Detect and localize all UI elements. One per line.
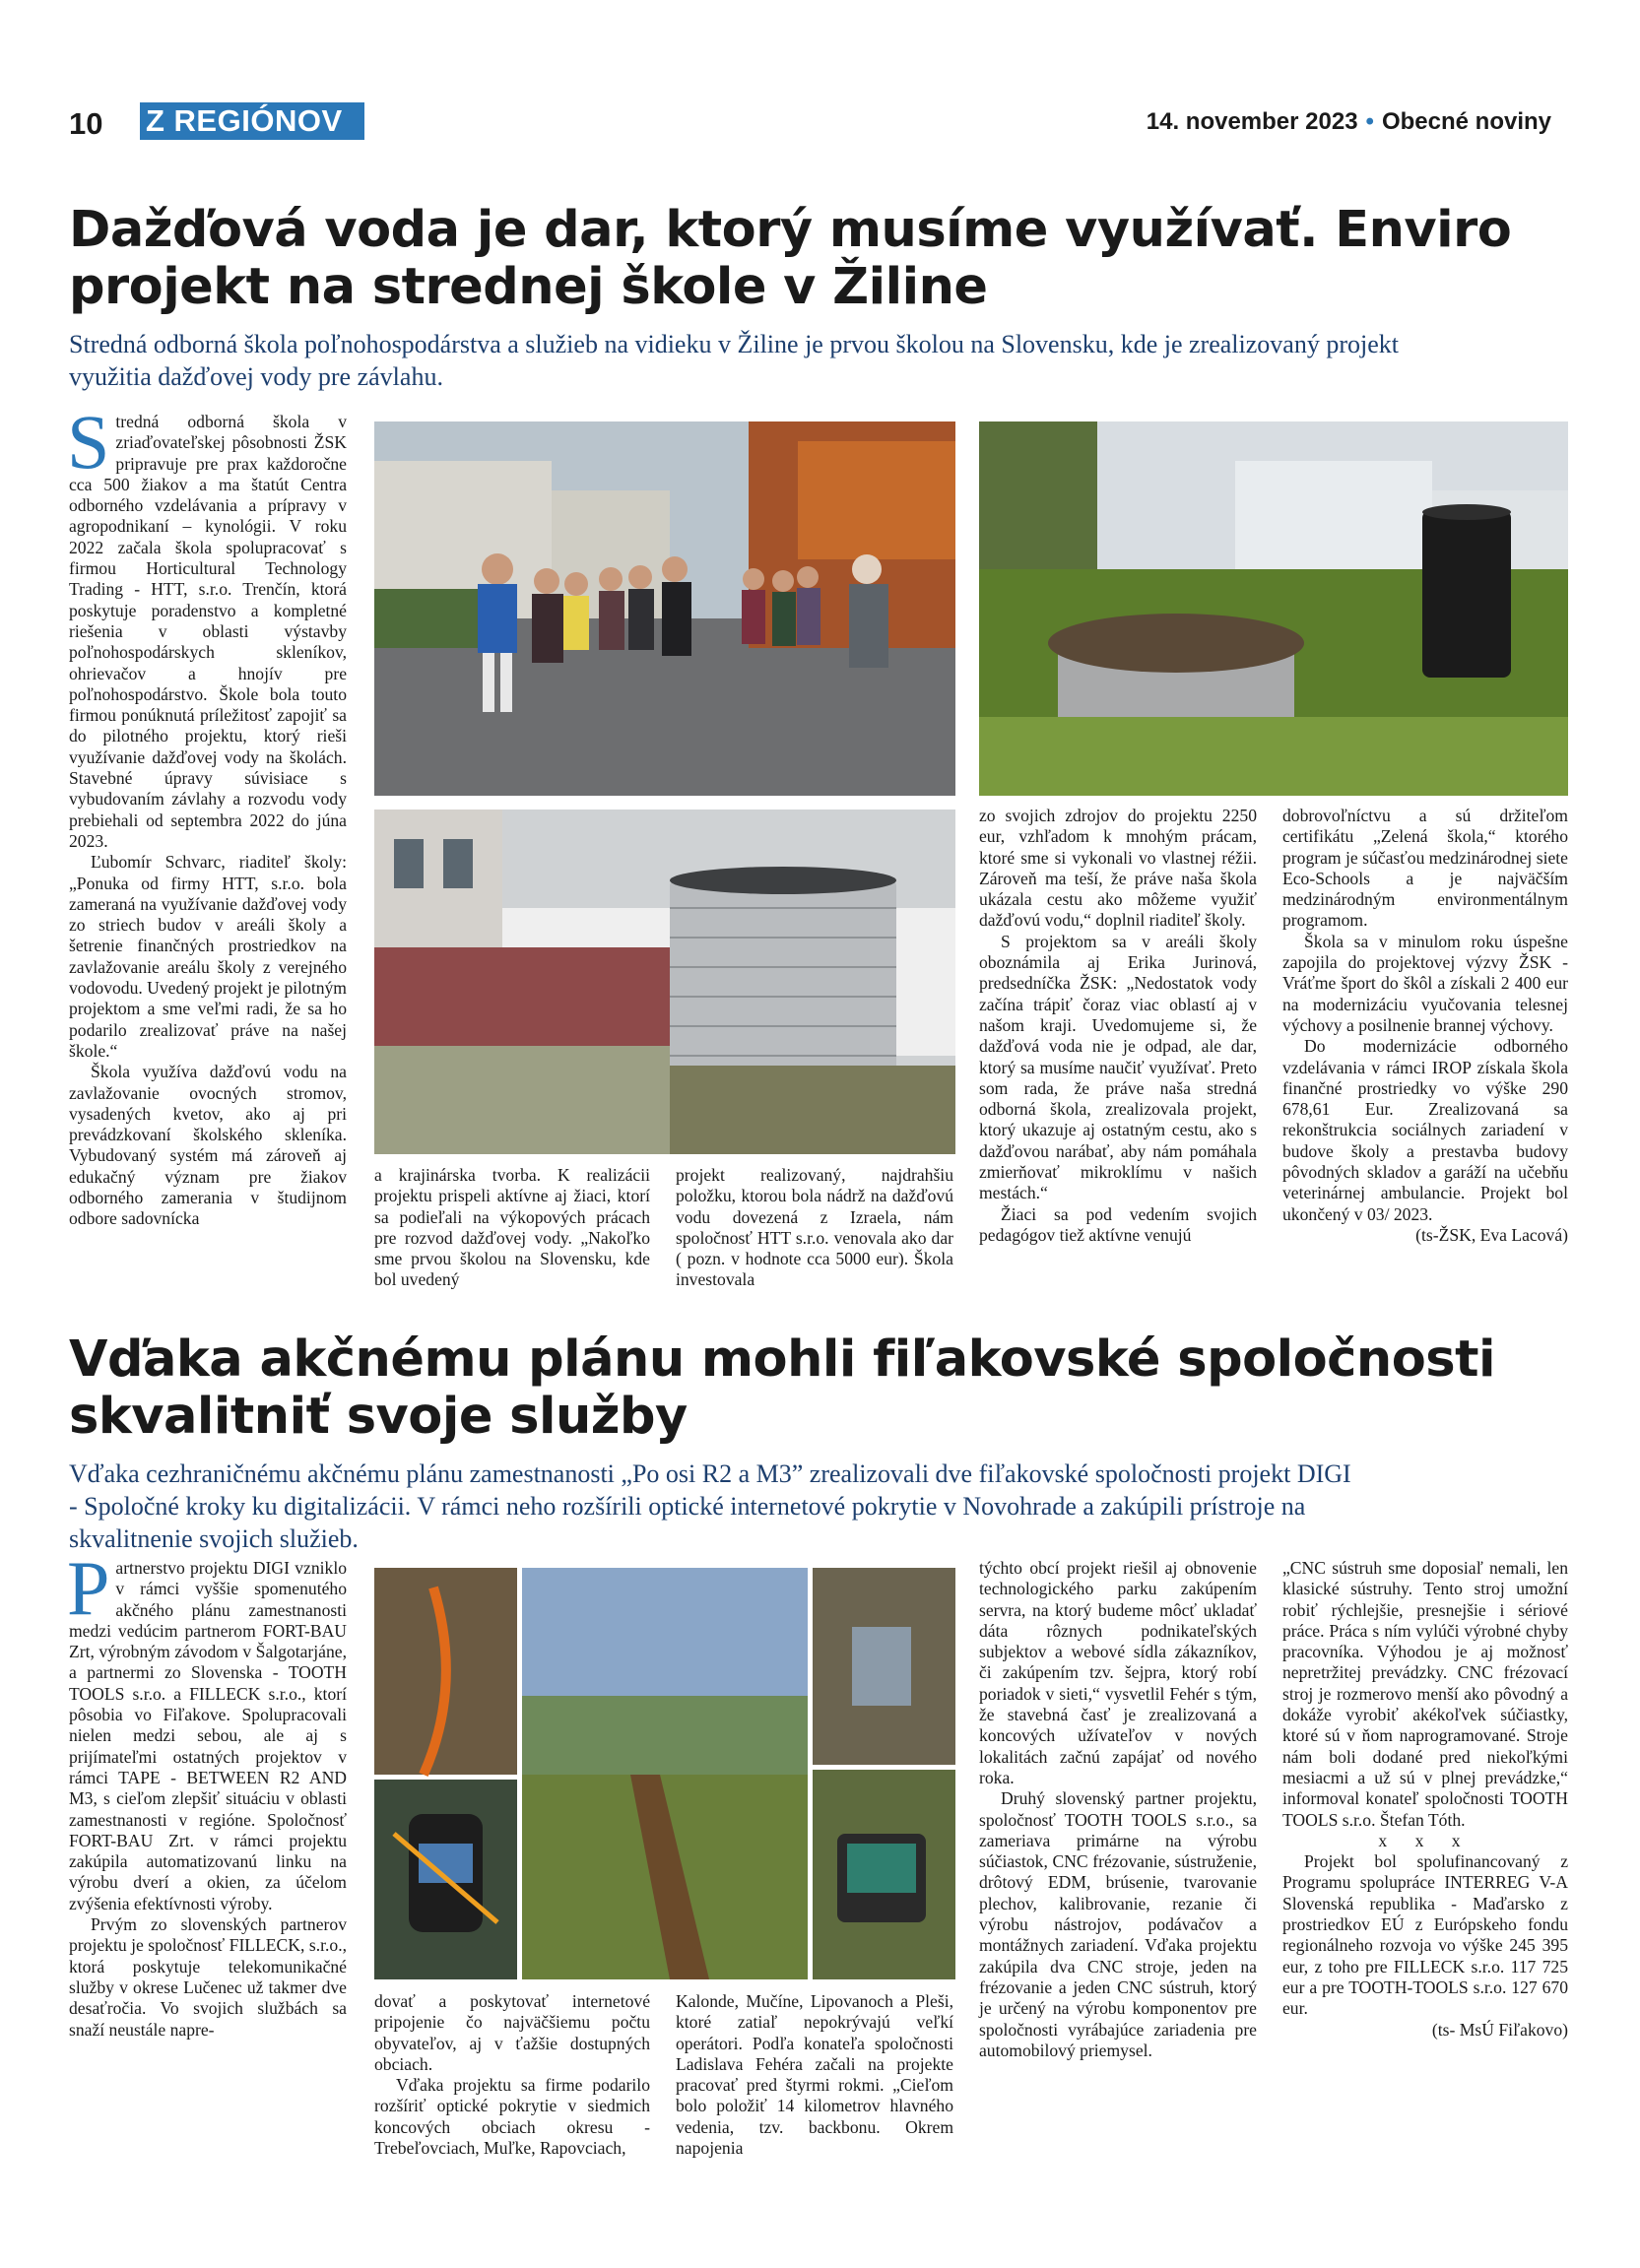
article1-col1-p3: Škola využíva dažďovú vodu na zavlažovanie ovocných stromov, vysadených kvetov, ako aj pri prevádzkovaní školského skleníka. Vybudovaný systém má zároveň aj edukačný význam pre žiakov odborného zamerania v študijnom odbore sadovnícka (69, 1062, 347, 1229)
article2-lead (69, 1458, 1576, 1555)
article2-col1-p1: artnerstvo projektu DIGI vzniklo v rámci vyššie spomenutého akčného plánu zamestnanosti medzi vedúcim partnerom FORT-BAU Zrt, výrobným závodom v Šalgotarjáne, a partnermi zo Slovenska - TOOTH TOOLS s.r.o. a FILLECK s.r.o., ktorí pôsobia vo Fiľakove. Spolupracovali nielen medzi sebou, ale aj s prijímateľmi ostatných projektov v rámci TAPE - BETWEEN R2 AND M3, s cieľom zlepšiť situáciu v oblasti zamestnanosti v regióne. Spoločnosť FORT-BAU Zrt. v rámci projektu zakúpila automatizovanú linku na výrobu dverí a okien, za účelom zvýšenia efektívnosti výroby. (69, 1558, 347, 1913)
page-number: 10 (69, 106, 103, 141)
photo-raised-bed (979, 421, 1568, 796)
article1-lead-line1: Stredná odborná škola poľnohospodárstva a služieb na vidieku v Žiline je prvou školou na Slovensku, kde je zrealizovaný projekt (69, 330, 1399, 358)
article2-column-5 (1282, 1558, 1568, 2041)
article1-column-2 (374, 1165, 650, 1291)
photo-water-tank (374, 810, 955, 1154)
article2-headline (69, 1331, 1495, 1446)
article1-column-4 (979, 806, 1257, 1246)
article1-col3-p1: projekt realizovaný, najdrahšiu položku, ktorou bola nádrž na dažďovú vodu dovezená z Izraela, nám spoločnosť HTT s.r.o. venovala ako dar ( pozn. v hodnote cca 5000 eur). Škola investovala (676, 1165, 953, 1290)
article1-col5-p3: Do modernizácie odborného vzdelávania v rámci IROP získala škola finančné prostriedky vo výške 290 678,61 Eur. Zrealizovaná sa rekonštrukcia sociálnych zariadení v budove školy a prestavba budovy pôvodných skladov a garáží na učebňu veterinárnej ambulancie. Projekt bol ukončený v 03/ 2023. (1282, 1036, 1568, 1224)
article1-dropcap: S (67, 399, 110, 485)
photo-group-visit (374, 421, 955, 796)
article1-col2-p1: a krajinárska tvorba. K realizácii projektu prispeli aktívne aj žiaci, ktorí sa podieľali na výkopových prácach pre rozvod dažďovej vody. „Nakoľko sme prvou školou na Slovensku, kde bol uvedený (374, 1165, 650, 1290)
article1-column-3 (676, 1165, 953, 1291)
article2-separator: x x x (1378, 1830, 1473, 1850)
article2-col5-p1: „CNC sústruh sme doposiaľ nemali, len klasické sústruhy. Tento stroj umožní robiť rýchlejšie, presnejšie i sériové práce. Práca s ním vylúči výrobné chyby pracovníka. Výhodou je aj možnosť nepretržitej prevádzky. CNC frézovací stroj je rozmerovo menší ako pôvodný a dokáže vyrobiť akékoľvek súčiastky, ktoré sú v ňom naprogramované. Stroje nám boli dodané pred niekoľkými mesiacmi a už sú v plnej prevádzke,“ informoval konateľ spoločnosti TOOTH TOOLS s.r.o. Štefan Tóth. (1282, 1558, 1568, 1830)
article2-headline-line2: skvalitniť svoje služby (69, 1388, 688, 1446)
article2-dropcap: P (67, 1545, 110, 1631)
article2-column-2 (374, 1991, 650, 2159)
article1-column-1 (67, 399, 347, 1230)
article2-signature: (ts- MsÚ Fiľakovo) (1431, 2019, 1568, 2040)
article1-lead (69, 328, 1576, 393)
article2-col5-p2: Projekt bol spolufinancovaný z Programu spolupráce INTERREG V-A Slovenská republika - Maďarsko z prostriedkov EÚ z Európskeho fondu regionálneho rozvoja vo výške 245 395 eur, z toho pre FILLECK s.r.o. 117 725 eur a pre TOOTH-TOOLS s.r.o. 127 670 eur. (1282, 1851, 1568, 2019)
publication-name: Obecné noviny (1381, 108, 1551, 135)
article1-col1-p1: tredná odborná škola v zriaďovateľskej pôsobnosti ŽSK pripravuje pre prax každoročne cca 500 žiakov a ma štatút Centra odborného vzdelávania a prípravy v agropodnikaní – kynológii. V roku 2022 začala škola spolupracovať s firmou Horticultural Technology Trading - HTT, s.r.o. Trenčín, ktorá poskytuje poradenstvo a kompletné riešenia v oblasti výstavby poľnohospodárskych skleníkov, ohrievačov a hnojív pre poľnohospodárstvo. Škole bola touto firmou ponúknutá príležitosť zapojiť sa do pilotného projektu, ktorý rieši využívanie dažďovej vody na školách. Stavebné úpravy súvisiace s vybudovaním závlahy a rozvodu vody prebiehali od septembra 2022 do júna 2023. (69, 412, 347, 851)
article1-col5-p1: dobrovoľníctvu a sú držiteľom certifikátu „Zelená škola,“ ktorého program je súčasťou medzinárodnej siete Eco-Schools a je najväčším medzinárodným environmentálnym programom. (1282, 806, 1568, 931)
article2-lead-line3: skvalitnenie svojich služieb. (69, 1524, 359, 1553)
issue-info (1147, 108, 1551, 136)
article2-col4-p1: týchto obcí projekt riešil aj obnovenie technologického parku zakúpením servra, na ktorý budeme môcť ukladať dáta rôznych podnikateľských subjektov a webové sídla zákazníkov, či zakúpením tzv. šejpra, ktorý robí poriadok v sieti,“ vysvetlil Fehér s tým, že stavebná časť je zrealizovaná a koncových užívateľov v nových lokalitách začnú zapájať od nového roka. (979, 1558, 1257, 1787)
article1-lead-line2: využitia dažďovej vody pre závlahu. (69, 362, 443, 391)
article2-col3-p1: Kalonde, Mučíne, Lipovanoch a Pleši, ktoré zatiaľ nepokrývajú veľkí operátori. Podľa konateľa spoločnosti Ladislava Fehéra začali na projekte pracovať pred štyrmi rokmi. „Cieľom bolo položiť 14 kilometrov hlavného vedenia, tzv. backbonu. Okrem napojenia (676, 1991, 953, 2159)
section-tag: Z REGIÓNOV (140, 102, 364, 140)
article1-col5-p2: Škola sa v minulom roku úspešne zapojila do projektovej výzvy ŽSK - Vráťme šport do škôl a získali 2 400 eur na modernizáciu vyučovania telesnej výchovy a posilnenie brannej výchovy. (1282, 931, 1568, 1035)
article2-col2-p1: dovať a poskytovať internetové pripojenie čo najväčšiemu počtu obyvateľov, aj v ťažšie dostupných obciach. (374, 1991, 650, 2074)
separator-dot: • (1365, 108, 1374, 135)
article2-column-4 (979, 1558, 1257, 2061)
article1-headline-line1: Dažďová voda je dar, ktorý musíme využívať. Enviro (69, 201, 1512, 259)
article1-col4-p3: Žiaci sa pod vedením svojich pedagógov tiež aktívne venujú (979, 1203, 1257, 1245)
article1-headline-line2: projekt na strednej škole v Žiline (69, 258, 988, 316)
article2-column-1 (67, 1545, 347, 2041)
article2-column-3 (676, 1991, 953, 2159)
article2-col4-p2: Druhý slovenský partner projektu, spoločnosť TOOTH TOOLS s.r.o., sa zameriava primárne na výrobu súčiastok, CNC frézovanie, sústruženie, drôtový EDM, brúsenie, tvarovanie plechov, kalibrovanie, rezanie či výrobu nástrojov, podávačov a montážnych zariadení. Vďaka projektu zakúpila dva CNC stroje, jeden na frézovanie a jeden CNC sústruh, ktorý je určený na výrobu komponentov pre spoločnosti vyrábajúce zariadenia pre automobilový priemysel. (979, 1788, 1257, 2060)
article2-col1-p2: Prvým zo slovenských partnerov projektu je spoločnosť FILLECK, s.r.o., ktorá poskytuje telekomunikačné služby v okrese Lučenec už takmer dve desaťročia. Vo svojich službách sa snaží neustále napre- (69, 1914, 347, 2040)
article1-signature: (ts-ŽSK, Eva Lacová) (1415, 1224, 1568, 1245)
photo-collage-fiber (374, 1568, 955, 1979)
article2-lead-line2: - Spoločné kroky ku digitalizácii. V rámci neho rozšírili optické internetové pokrytie v Novohrade a zakúpili prístroje na (69, 1492, 1306, 1521)
article1-col1-p2: Ľubomír Schvarc, riaditeľ školy: „Ponuka od firmy HTT, s.r.o. bola zameraná na využívanie dažďovej vody zo striech budov v areáli školy a šetrenie finančných prostriedkov na zavlažovanie areálu školy z verejného vodovodu. Uvedený projekt je pilotným projektom a sme veľmi radi, že sa ho podarilo zrealizovať práve na našej škole.“ (69, 852, 347, 1061)
article2-headline-line1: Vďaka akčnému plánu mohli fiľakovské spoločnosti (69, 1330, 1495, 1389)
article1-column-5 (1282, 806, 1568, 1246)
article2-lead-line1: Vďaka cezhraničnému akčnému plánu zamestnanosti „Po osi R2 a M3” zrealizovali dve fiľakovské spoločnosti projekt DIGI (69, 1459, 1351, 1488)
issue-date: 14. november 2023 (1146, 108, 1358, 135)
article1-col4-p2: S projektom sa v areáli školy oboznámila aj Erika Jurinová, predsedníčka ŽSK: „Nedostatok vody začína trápiť čoraz viac oblastí aj v našom kraji. Uvedomujeme si, že dažďová voda nie je odpad, ale dar, ktorý sa musíme naučiť využívať. Preto som rada, že práve naša stredná odborná škola, zrealizovala projekt, ktorý ukazuje aj ostatným cestu, ako s dažďovou narábať, aby nám pomáhala zmierňovať mikroklímu v našich mestách.“ (979, 931, 1257, 1203)
article1-headline (69, 202, 1511, 316)
article2-col2-p2: Vďaka projektu sa firme podarilo rozšíriť optické pokrytie v siedmich koncových obciach okresu - Trebeľovciach, Muľke, Rapovciach, (374, 2075, 650, 2159)
article1-col4-p1: zo svojich zdrojov do projektu 2250 eur, vzhľadom k mnohým prácam, ktoré sme si vykonali vo vlastnej réžii. Zároveň ma teší, že práve naša škola ukázala cestu ako môžeme využiť dažďovú vodu,“ doplnil riaditeľ školy. (979, 806, 1257, 931)
